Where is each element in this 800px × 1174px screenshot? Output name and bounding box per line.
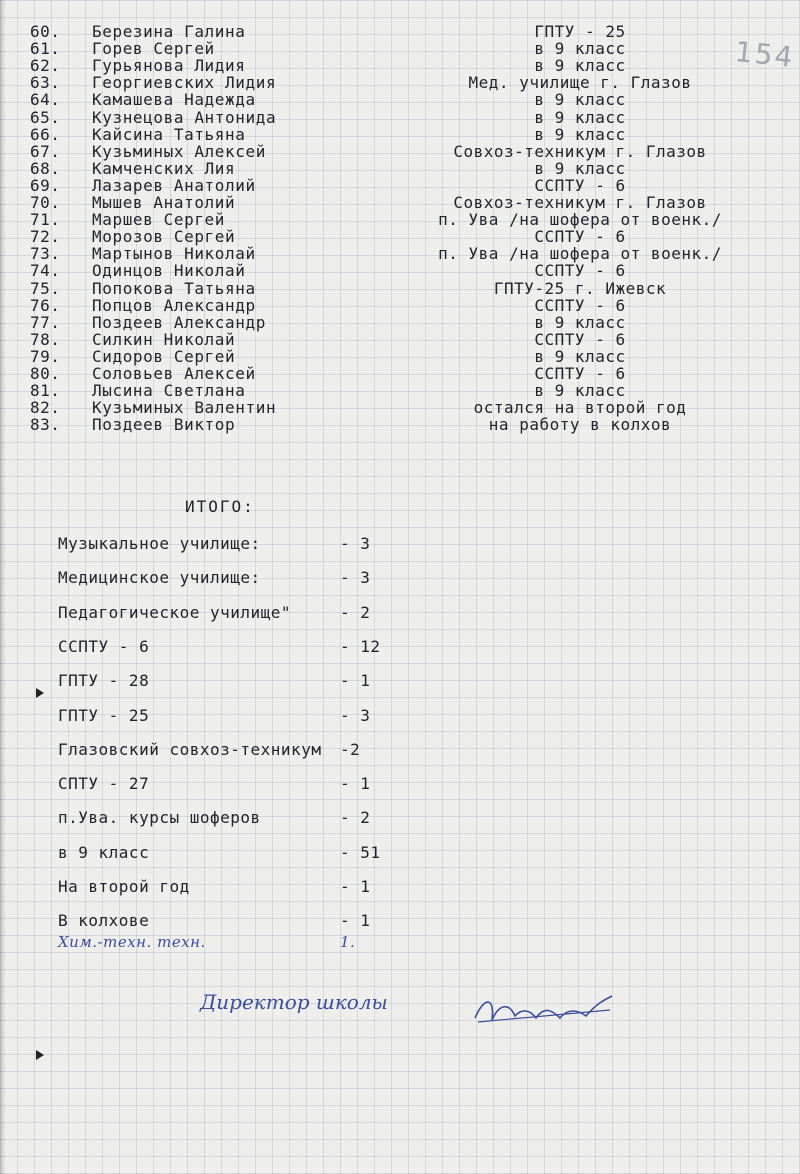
total-value: - 3 [340, 534, 371, 553]
total-label: В колхове [58, 911, 150, 931]
student-name: Сидоров Сергей [92, 346, 236, 366]
student-number: 63. [30, 73, 61, 93]
student-number: 80. [30, 364, 61, 383]
student-destination: Совхоз-техникум г. Глазов [453, 193, 707, 212]
student-destination: в 9 класс [534, 124, 626, 144]
total-value: - 1 [340, 671, 371, 691]
student-number: 62. [30, 56, 61, 76]
total-row [58, 739, 478, 761]
student-name: Силкин Николай [92, 329, 236, 349]
student-number: 82. [30, 398, 61, 418]
total-value: -2 [340, 739, 361, 759]
student-name: Мышев Анатолий [92, 193, 236, 212]
student-number: 74. [30, 261, 61, 281]
student-destination: Совхоз-техникум г. Глазов [453, 141, 707, 161]
student-destination: ССПТУ - 6 [534, 227, 626, 247]
total-row [58, 567, 478, 589]
student-destination: ССПТУ - 6 [534, 295, 626, 315]
total-label: Глазовский совхоз-техникум [58, 739, 322, 759]
student-name: Поздеев Виктор [92, 415, 236, 435]
total-value: - 1 [340, 774, 371, 794]
total-row [58, 602, 478, 624]
student-name: Кузнецова Антонида [92, 107, 277, 127]
total-label: ГПТУ - 28 [58, 671, 150, 691]
student-name: Кузьминых Валентин [92, 398, 277, 418]
student-name: Кайсина Татьяна [92, 124, 246, 144]
student-name: Попцов Александр [92, 295, 256, 315]
student-number: 78. [30, 329, 61, 349]
handwritten-total-label: Хим.-техн. техн. [58, 933, 206, 951]
student-row [0, 109, 800, 127]
student-row [0, 262, 800, 280]
student-number: 79. [30, 346, 61, 366]
total-label: ГПТУ - 25 [58, 705, 150, 725]
student-name: Одинцов Николай [92, 261, 246, 281]
student-number: 65. [30, 107, 61, 127]
total-value: - 1 [340, 911, 371, 931]
student-name: Поздеев Александр [92, 312, 266, 332]
total-value: - 3 [340, 705, 371, 725]
student-name: Горев Сергей [92, 39, 215, 59]
student-row [0, 416, 800, 434]
student-name: Кузьминых Алексей [92, 141, 266, 161]
total-row [58, 807, 478, 829]
binding-notch [36, 688, 44, 698]
student-destination: Мед. училище г. Глазов [468, 73, 692, 93]
total-value: - 1 [340, 877, 371, 896]
student-name: Попокова Татьяна [92, 278, 256, 298]
total-row [58, 636, 478, 658]
student-destination: в 9 класс [534, 158, 626, 178]
student-number: 75. [30, 278, 61, 298]
student-name: Маршев Сергей [92, 210, 226, 230]
student-number: 69. [30, 175, 61, 195]
student-number: 61. [30, 39, 61, 59]
student-destination: остался на второй год [473, 398, 687, 418]
total-value: - 3 [340, 568, 371, 588]
student-name: Березина Галина [92, 22, 246, 41]
total-label: СПТУ - 27 [58, 774, 150, 794]
student-destination: ССПТУ - 6 [534, 329, 626, 349]
student-destination: ССПТУ - 6 [534, 175, 626, 195]
student-destination: п. Ува /на шофера от военк./ [438, 244, 722, 264]
student-number: 83. [30, 415, 61, 435]
total-label: п.Ува. курсы шоферов [58, 808, 261, 828]
student-name: Лазарев Анатолий [92, 175, 256, 195]
student-number: 68. [30, 158, 61, 178]
student-number: 73. [30, 244, 61, 264]
student-name: Камченских Лия [92, 158, 236, 178]
total-row [58, 910, 478, 932]
total-label: ССПТУ - 6 [58, 636, 150, 656]
total-value: - 51 [340, 842, 381, 862]
total-row [58, 842, 478, 864]
pencil-page-number: 154 [733, 34, 797, 75]
student-destination: ССПТУ - 6 [534, 261, 626, 281]
student-destination: в 9 класс [534, 107, 626, 127]
student-number: 71. [30, 210, 61, 230]
student-name: Георгиевских Лидия [92, 73, 277, 93]
student-destination: в 9 класс [534, 56, 626, 76]
director-signature-text: Директор школы [200, 990, 388, 1014]
student-number: 66. [30, 124, 61, 144]
student-name: Соловьев Алексей [92, 364, 256, 383]
student-number: 67. [30, 141, 61, 161]
total-label: Медицинское училище: [58, 568, 261, 588]
student-number: 72. [30, 227, 61, 247]
student-name: Мартынов Николай [92, 244, 256, 264]
student-destination: ГПТУ-25 г. Ижевск [493, 278, 667, 298]
student-row [0, 143, 800, 161]
totals-heading: ИТОГО: [185, 497, 255, 516]
student-number: 64. [30, 90, 61, 110]
student-destination: на работу в колхов [488, 415, 672, 435]
total-value: - 12 [340, 636, 381, 656]
student-number: 60. [30, 22, 61, 41]
student-number: 76. [30, 295, 61, 315]
student-destination: в 9 класс [534, 346, 626, 366]
student-number: 70. [30, 193, 61, 212]
student-row [0, 126, 800, 144]
student-row [0, 297, 800, 315]
student-number: 77. [30, 312, 61, 332]
total-label: На второй год [58, 877, 190, 896]
student-name: Гурьянова Лидия [92, 56, 246, 76]
student-destination: в 9 класс [534, 381, 626, 401]
total-row [58, 670, 478, 692]
binding-notch [36, 1050, 44, 1060]
total-row [58, 773, 478, 795]
handwritten-total-row [58, 933, 478, 959]
student-destination: в 9 класс [534, 312, 626, 332]
student-destination: п. Ува /на шофера от военк./ [438, 210, 722, 230]
total-value: - 2 [340, 602, 371, 622]
student-name: Камашева Надежда [92, 90, 256, 110]
student-destination: в 9 класс [534, 39, 626, 59]
student-destination: в 9 класс [534, 90, 626, 110]
total-row [58, 876, 478, 898]
total-label: Музыкальное училище: [58, 534, 261, 553]
total-row [58, 533, 478, 555]
student-name: Лысина Светлана [92, 381, 246, 401]
total-row [58, 705, 478, 727]
student-destination: ССПТУ - 6 [534, 364, 626, 383]
student-row [0, 91, 800, 109]
student-name: Морозов Сергей [92, 227, 236, 247]
signature-scribble [470, 990, 620, 1030]
total-label: Педагогическое училище" [58, 602, 292, 622]
total-label: в 9 класс [58, 842, 150, 862]
student-row [0, 314, 800, 332]
student-destination: ГПТУ - 25 [534, 22, 626, 41]
student-number: 81. [30, 381, 61, 401]
student-row [0, 280, 800, 298]
total-value: - 2 [340, 808, 371, 828]
handwritten-total-value: 1. [340, 933, 356, 951]
